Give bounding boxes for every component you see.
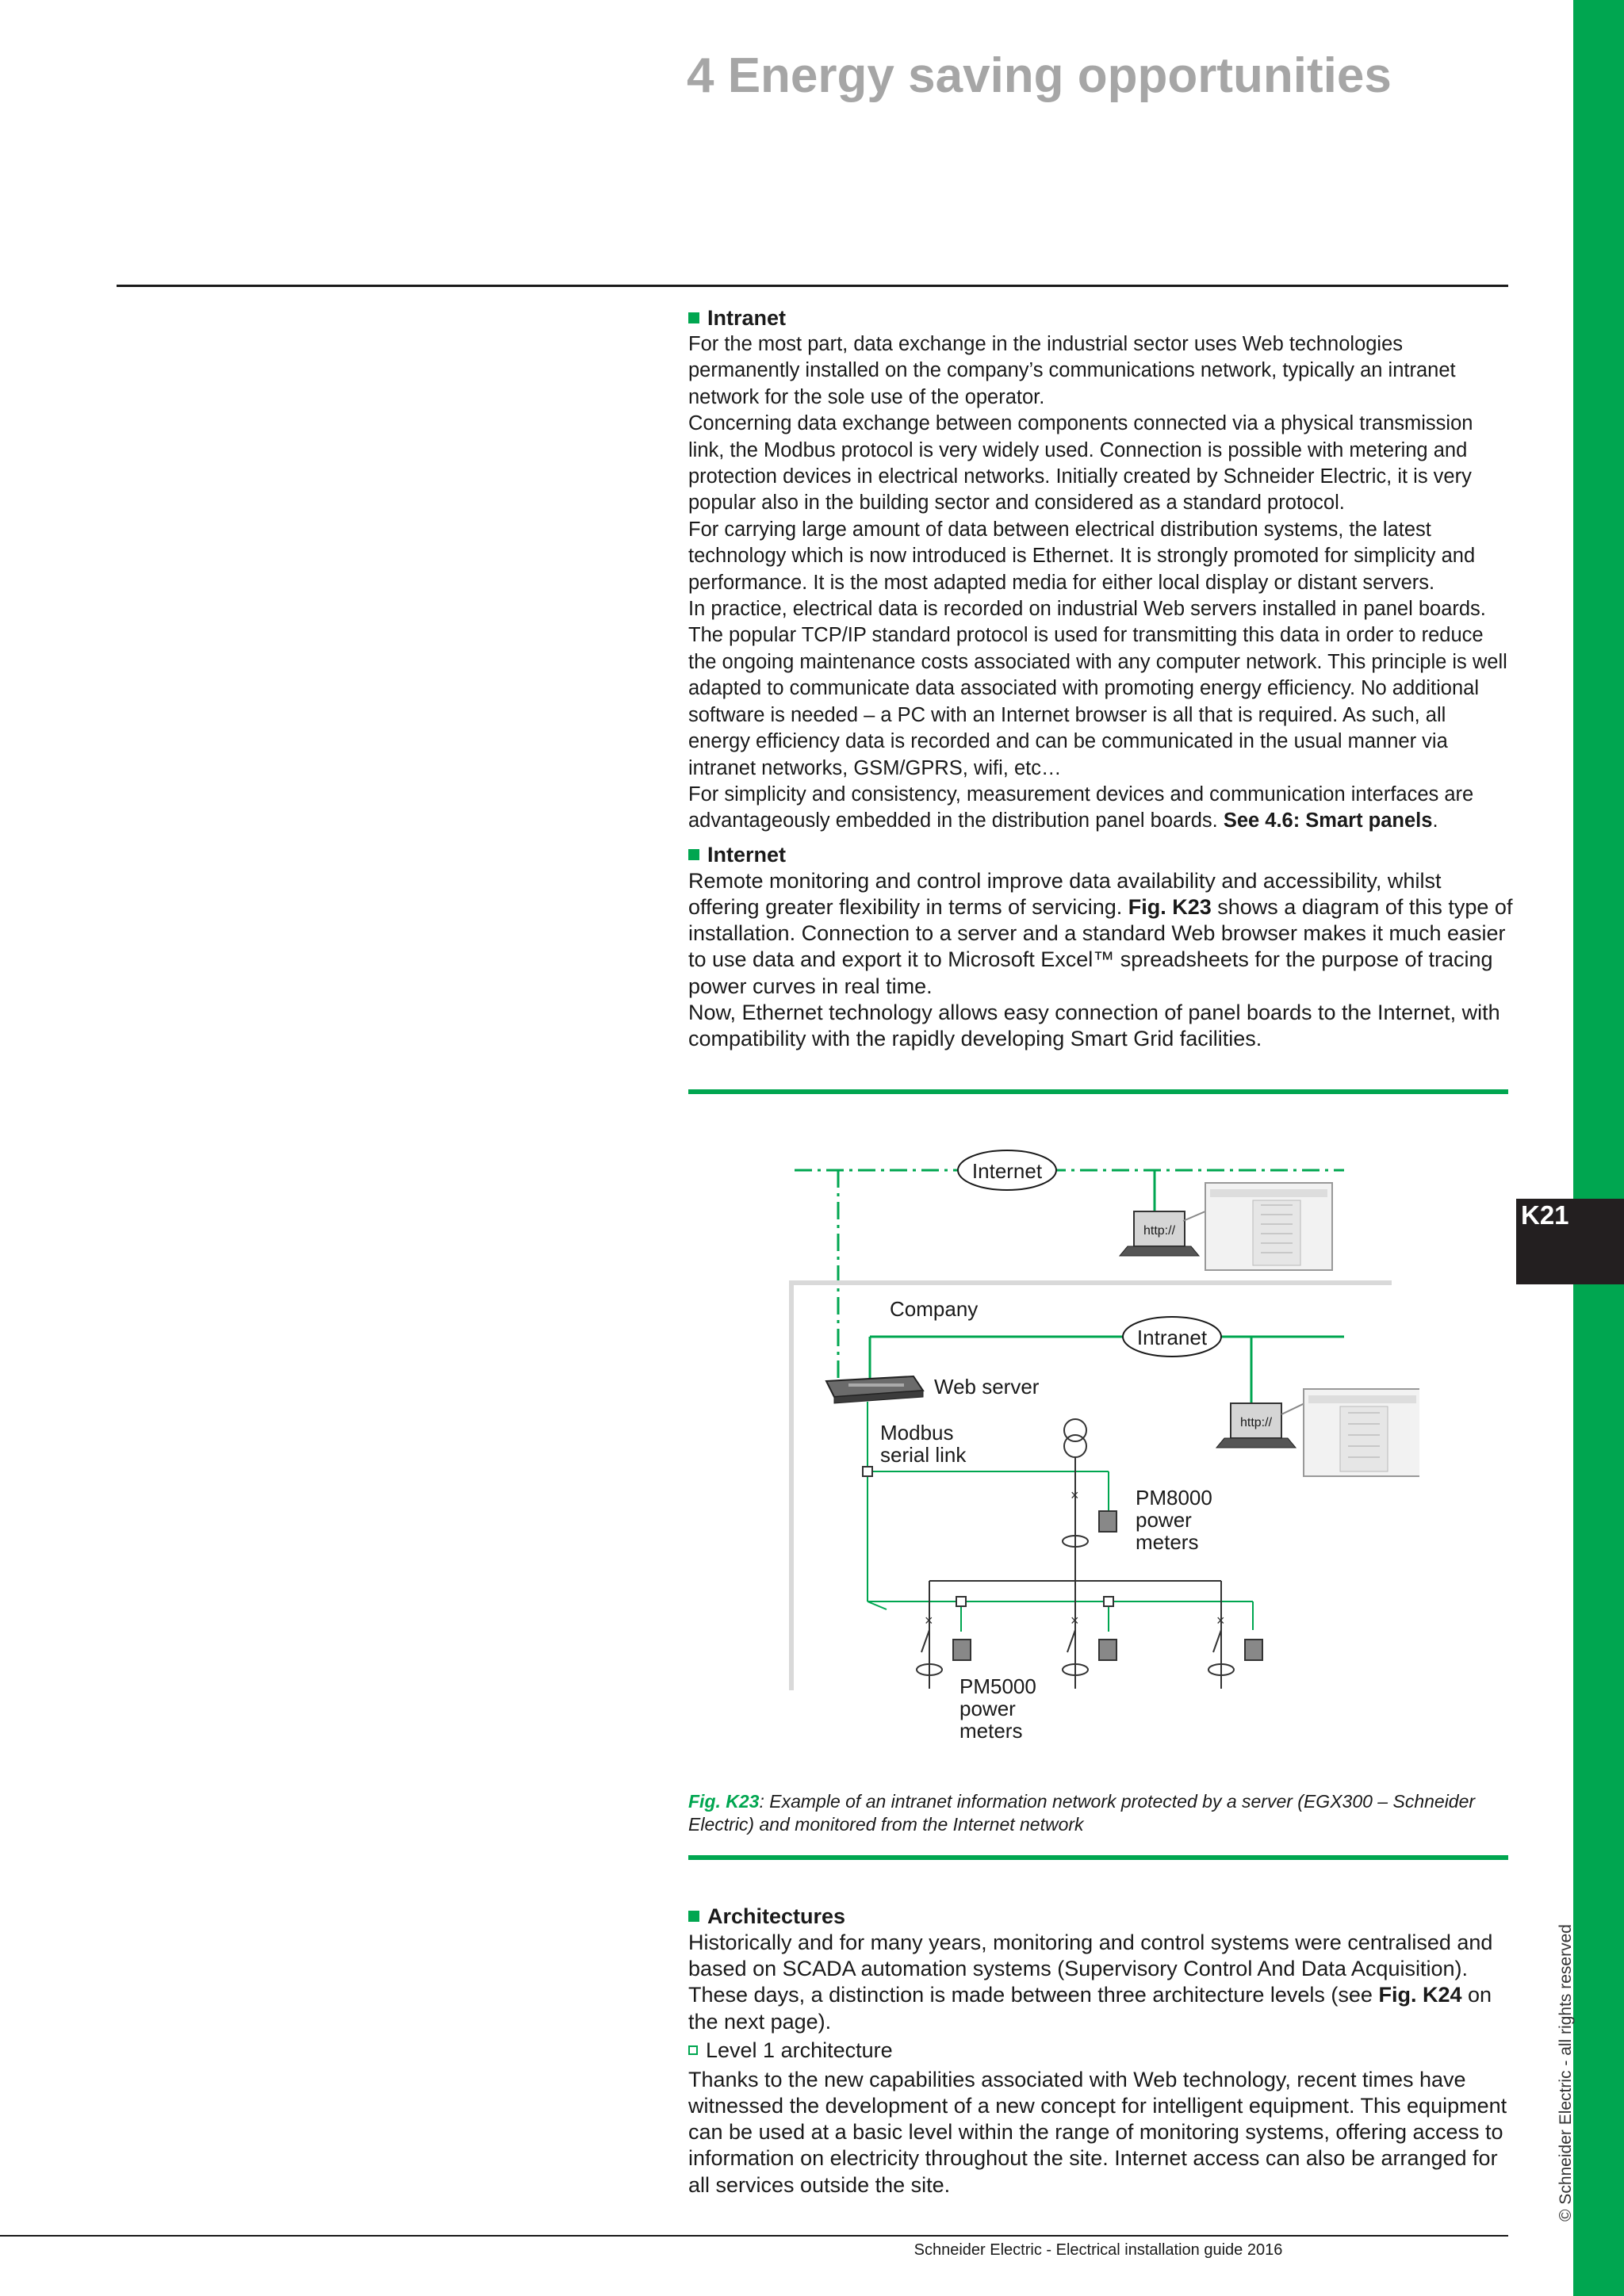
pm5000-meters-label: meters (959, 1719, 1023, 1743)
web-server-icon (826, 1376, 923, 1403)
pm5000-meter-icon (953, 1640, 971, 1660)
figure-number: Fig. K23 (688, 1791, 760, 1812)
side-color-bar (1573, 0, 1624, 2296)
open-square-bullet-icon (688, 2045, 698, 2055)
architectures-section (688, 1903, 1513, 2198)
pm5000-meter-icon (1245, 1640, 1262, 1660)
serial-link-label: serial link (880, 1443, 967, 1467)
modbus-label: Modbus (880, 1421, 954, 1445)
pm5000-label: PM5000 (959, 1674, 1036, 1698)
smart-panels-reference: See 4.6: Smart panels (1223, 809, 1433, 832)
figure-top-rule (688, 1089, 1508, 1094)
pm5000-meter-icon (1099, 1640, 1116, 1660)
pm8000-label: PM8000 (1136, 1486, 1212, 1510)
architectures-heading: Architectures (688, 1903, 1513, 1930)
internet-paragraph-2: Now, Ethernet technology allows easy connection of panel boards to the Internet, with compatibility with the rapidly developing Smart Grid facilities. (688, 1000, 1500, 1050)
pm8000-meters-label: meters (1136, 1530, 1199, 1554)
level-1-paragraph: Thanks to the new capabilities associated with Web technology, recent times have witnessed the development of a new concept for intelligent equipment. This equipment can be used at a basic level within the range of monitoring systems, offering access to information on electricity throughout the site. Internet access can also be arranged for all services outside the site. (688, 2067, 1507, 2197)
svg-text:http://: http:// (1143, 1224, 1176, 1238)
header-rule (117, 285, 1508, 287)
company-boundary (791, 1283, 1392, 1690)
browser-window-icon (1304, 1389, 1419, 1476)
pm8000-meter-icon (1099, 1511, 1116, 1532)
internet-label: Internet (971, 1159, 1043, 1183)
architectures-paragraph-1: Historically and for many years, monitoring and control systems were centralised and based on SCADA automation systems (Supervisory Control And Data Acquisition). These days, a distinction is made between three architecture levels (see Fig. K24 on the next page). (688, 1931, 1493, 2034)
browser-window-icon (1205, 1183, 1332, 1270)
fig-k23-reference: Fig. K23 (1128, 894, 1212, 919)
svg-text:×: × (925, 1613, 933, 1628)
chapter-title: 4 Energy saving opportunities (687, 48, 1392, 103)
page-number: K21 (1521, 1200, 1569, 1230)
bullet-square-icon (688, 849, 699, 860)
svg-text:×: × (1216, 1613, 1225, 1628)
page-number-tab (1516, 1199, 1624, 1284)
footer-text: Schneider Electric - Electrical installation guide 2016 (914, 2241, 1283, 2259)
intranet-label: Intranet (1136, 1326, 1208, 1349)
internet-paragraph-1: Remote monitoring and control improve data availability and accessibility, whilst offering greater flexibility in terms of servicing. Fig. K23 shows a diagram of this type of installation. Connection to a server and a standard Web browser makes it much easier to use data and export it to Microsoft Excel™ spreadsheets for the purpose of tracing power curves in real time. (688, 868, 1513, 998)
transformer-icon (1064, 1419, 1086, 1457)
figure-bottom-rule (688, 1855, 1508, 1860)
laptop-icon (1120, 1211, 1205, 1256)
intranet-paragraph-2: Concerning data exchange between components connected via a physical transmission link, the Modbus protocol is very widely used. Connection is possible with metering and protection devices in electrical networks. Initially created by Schneider Electric, it is very popular also in the building sector and considered as a standard protocol. (688, 412, 1473, 515)
copyright-notice: © Schneider Electric - all rights reserved (1557, 1924, 1575, 2221)
footer-rule (0, 2235, 1508, 2237)
fig-k24-reference: Fig. K24 (1378, 1983, 1462, 2007)
company-label: Company (890, 1297, 979, 1321)
intranet-heading: Intranet (688, 304, 1513, 331)
bullet-square-icon (688, 1911, 699, 1922)
pm8000-power-label: power (1136, 1508, 1192, 1532)
intranet-paragraph-3: For carrying large amount of data between electrical distribution systems, the latest technology which is now introduced is Ethernet. It is strongly promoted for simplicity and performance. It is the most adapted media for either local display or distant servers. (688, 518, 1476, 594)
intranet-section (688, 304, 1513, 1052)
network-diagram (785, 1142, 1419, 1752)
pm5000-power-label: power (959, 1697, 1016, 1720)
bullet-square-icon (688, 312, 699, 323)
level-1-heading: Level 1 architecture (688, 2037, 1513, 2064)
svg-text:×: × (1071, 1487, 1079, 1503)
figure-caption: Fig. K23: Example of an intranet information network protected by a server (EGX300 – Schneider Electric) and monitored from the Internet network (688, 1791, 1476, 1835)
intranet-paragraph-1: For the most part, data exchange in the industrial sector uses Web technologies permanently installed on the company’s communications network, typically an intranet network for the sole use of the operator. (688, 333, 1456, 408)
intranet-paragraph-4: In practice, electrical data is recorded on industrial Web servers installed in panel boards. The popular TCP/IP standard protocol is used for transmitting this data in order to reduce the ongoing maintenance costs associated with any computer network. This principle is well adapted to communicate data associated with promoting energy efficiency. No additional software is needed – a PC with an Internet browser is all that is required. As such, all energy efficiency data is recorded and can be communicated in the usual manner via intranet networks, GSM/GPRS, wifi, etc… (688, 598, 1507, 779)
internet-heading: Internet (688, 841, 1513, 868)
intranet-paragraph-5: For simplicity and consistency, measurement devices and communication interfaces are advantageously embedded in the distribution panel boards. See 4.6: Smart panels. (688, 783, 1474, 832)
footer (0, 2241, 1624, 2260)
svg-text:×: × (1071, 1613, 1079, 1628)
web-server-label: Web server (934, 1375, 1040, 1399)
svg-text:http://: http:// (1239, 1416, 1273, 1429)
